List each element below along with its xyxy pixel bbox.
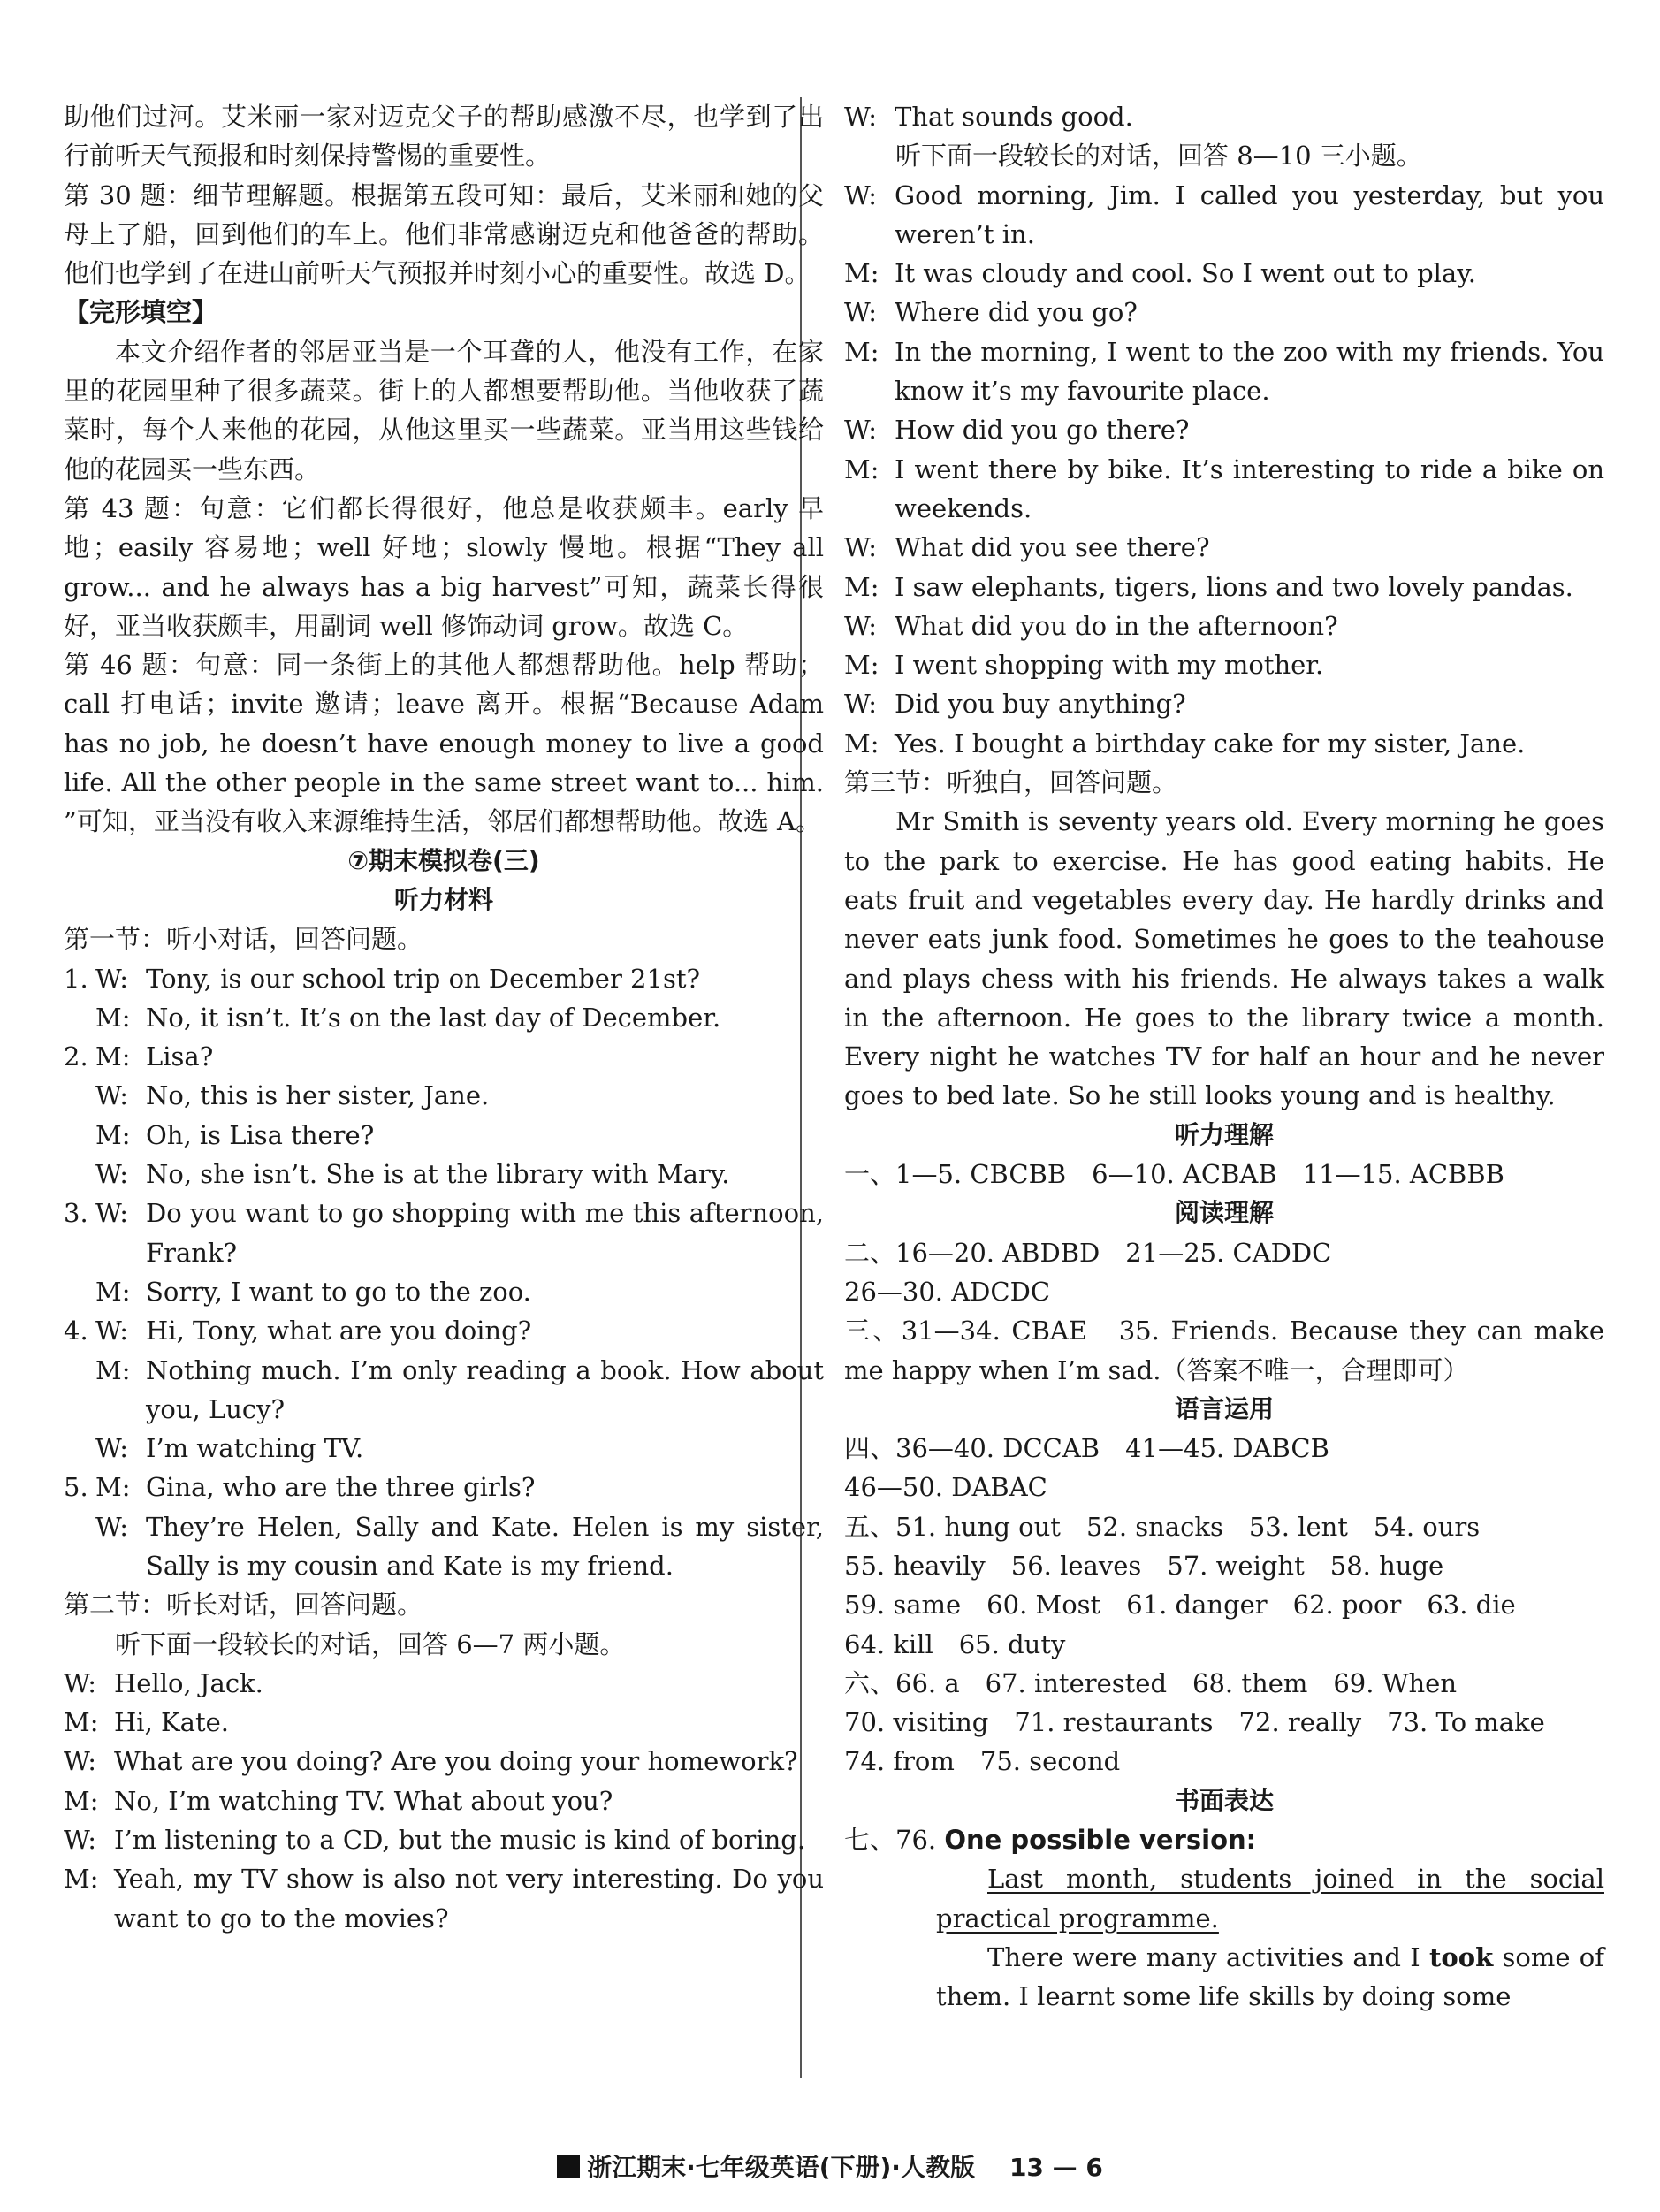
section-heading: 【完形填空】	[64, 297, 218, 328]
dialogue-line: W: They’re Helen, Sally and Kate. Helen is my sister, Sally is my cousin and Kate is my friend.	[95, 1511, 824, 1581]
exam-title: ⑦期末模拟卷(三)	[347, 845, 540, 875]
dialogue-line: W: What did you see there?	[844, 532, 1210, 563]
dialogue-line: M: I went there by bike. It’s interesting to ride a bike on weekends.	[844, 454, 1604, 523]
answer-line: 59. same 60. Most 61. danger 62. poor 63. die	[844, 1590, 1516, 1621]
paragraph: 助他们过河。艾米丽一家对迈克父子的帮助感激不尽，也学到了出行前听天气预报和时刻保持警惕的重要性。	[64, 102, 824, 172]
page-number: 13 — 6	[1009, 2153, 1103, 2182]
dialogue-line: W: No, this is her sister, Jane.	[95, 1080, 490, 1111]
answer-line: 一、1—5. CBCBB 6—10. ACBAB 11—15. ACBBB	[844, 1159, 1504, 1190]
section-label: 第二节：听长对话，回答问题。	[64, 1590, 423, 1621]
paragraph: 第 43 题：句意：它们都长得很好，他总是收获颇丰。early 早地；easily 容易地；well 好地；slowly 慢地。根据“They all grow... and he always has a big harvest”可知，蔬菜长得很好，亚当收获颇丰，用副词 well 修饰动词 grow。故选 C。	[64, 492, 824, 641]
dialogue-line: M: No, I’m watching TV. What about you?	[64, 1785, 613, 1816]
dialogue-line: M: Hi, Kate.	[64, 1707, 229, 1738]
dialogue-line: M: In the morning, I went to the zoo with my friends. You know it’s my favourite place.	[844, 336, 1604, 407]
answer-line: 26—30. ADCDC	[844, 1276, 1051, 1307]
dialogue-line: W: Did you buy anything?	[844, 689, 1186, 720]
section-label: 第一节：听小对话，回答问题。	[64, 924, 423, 955]
dialogue-line: 2. M: Lisa?	[64, 1041, 214, 1072]
footer-brand: 浙江期末·七年级英语(下册)·人教版	[587, 2153, 975, 2182]
answer-line: 四、36—40. DCCAB 41—45. DABCB	[844, 1433, 1329, 1464]
dialogue-line: M: Oh, is Lisa there?	[95, 1119, 375, 1150]
right-column	[844, 97, 1604, 2017]
answer-line: 74. from 75. second	[844, 1746, 1121, 1777]
dialogue-line: 1. W: Tony, is our school trip on December 21st?	[64, 963, 701, 994]
answer-line: 五、51. hung out 52. snacks 53. lent 54. ours	[844, 1511, 1481, 1542]
dialogue-intro: 听下面一段较长的对话，回答 6—7 两小题。	[115, 1628, 626, 1659]
dialogue-line: 3. W: Do you want to go shopping with me this afternoon, Frank?	[64, 1198, 824, 1268]
answer-heading: 听力理解	[1174, 1119, 1274, 1149]
dialogue-line: W: I’m watching TV.	[95, 1433, 364, 1464]
dialogue-intro: 听下面一段较长的对话，回答 8—10 三小题。	[895, 141, 1422, 172]
dialogue-line: M: Yeah, my TV show is also not very interesting. Do you want to go to the movies?	[64, 1864, 824, 1934]
section-title: 听力材料	[393, 884, 493, 914]
dialogue-line: W: No, she isn’t. She is at the library with Mary.	[95, 1159, 730, 1190]
answer-line: 46—50. DABAC	[844, 1472, 1047, 1503]
dialogue-line: M: Nothing much. I’m only reading a book. How about you, Lucy?	[95, 1354, 824, 1424]
section-label: 第三节：听独白，回答问题。	[844, 767, 1178, 798]
dialogue-line: M: I went shopping with my mother.	[844, 650, 1324, 681]
essay-text: There were many activities and I took some of them. I learnt some life skills by doing some	[936, 1941, 1604, 2012]
dialogue-line: M: Yes. I bought a birthday cake for my sister, Jane.	[844, 728, 1526, 759]
dialogue-line: W: I’m listening to a CD, but the music is kind of boring.	[64, 1825, 806, 1856]
version-label: One possible version:	[944, 1825, 1257, 1856]
answer-heading: 语言运用	[1174, 1393, 1274, 1423]
dialogue-line: 4. W: Hi, Tony, what are you doing?	[64, 1316, 532, 1346]
dialogue-line: W: Where did you go?	[844, 297, 1138, 328]
dialogue-line: M: It was cloudy and cool. So I went out to play.	[844, 258, 1476, 289]
answer-line: 55. heavily 56. leaves 57. weight 58. huge	[844, 1550, 1444, 1581]
left-column	[64, 97, 824, 1938]
paragraph: 第 30 题：细节理解题。根据第五段可知：最后，艾米丽和她的父母上了船，回到他们的车上。他们非常感谢迈克和他爸爸的帮助。他们也学到了在进山前听天气预报并时刻小心的重要性。故选 D。	[64, 179, 824, 289]
answer-line: 七、76. One possible version:	[844, 1825, 1257, 1856]
answer-line: 三、31—34. CBAE 35. Friends. Because they can make me happy when I’m sad.（答案不唯一，合理即可）	[844, 1316, 1604, 1385]
answer-heading: 阅读理解	[1174, 1198, 1274, 1228]
essay-first-line: Last month, students joined in the social practical programme.	[936, 1864, 1604, 1934]
dialogue-line: W: What are you doing? Are you doing your homework?	[64, 1746, 798, 1777]
dialogue-line: W: That sounds good.	[844, 102, 1133, 132]
dialogue-line: M: No, it isn’t. It’s on the last day of December.	[95, 1002, 721, 1033]
dialogue-line: W: How did you go there?	[844, 415, 1190, 446]
answer-line: 64. kill 65. duty	[844, 1628, 1066, 1659]
dialogue-line: M: Sorry, I want to go to the zoo.	[95, 1276, 531, 1307]
square-icon	[557, 2155, 580, 2178]
answer-line: 二、16—20. ABDBD 21—25. CADDC	[844, 1237, 1332, 1268]
answer-line: 六、66. a 67. interested 68. them 69. When	[844, 1667, 1458, 1698]
dialogue-line: W: What did you do in the afternoon?	[844, 610, 1338, 641]
monologue: Mr Smith is seventy years old. Every morning he goes to the park to exercise. He has good eating habits. He eats fruit and vegetables every day. He hardly drinks and never eats junk food. Sometimes he goes to the teahouse and plays chess with his friends. He always takes a walk in the afternoon. He goes to the library twice a month. Every night he watches TV for half an hour and he never goes to bed late. So he still looks young and is healthy.	[844, 806, 1604, 1111]
dialogue-line: 5. M: Gina, who are the three girls?	[64, 1472, 536, 1503]
paragraph: 第 46 题：句意：同一条街上的其他人都想帮助他。help 帮助；call 打电话；invite 邀请；leave 离开。根据“Because Adam has no job, he doesn’t have enough money to live a good life. All the other people in the same street want to... him. ”可知，亚当没有收入来源维持生活，邻居们都想帮助他。故选 A。	[64, 650, 824, 837]
paragraph: 本文介绍作者的邻居亚当是一个耳聋的人，他没有工作，在家里的花园里种了很多蔬菜。街上的人都想要帮助他。当他收获了蔬菜时，每个人来他的花园，从他这里买一些蔬菜。亚当用这些钱给他的花园买一些东西。	[64, 336, 824, 484]
answer-line: 70. visiting 71. restaurants 72. really 73. To make	[844, 1707, 1545, 1738]
answer-heading: 书面表达	[1174, 1785, 1274, 1815]
dialogue-line: W: Good morning, Jim. I called you yesterday, but you weren’t in.	[844, 179, 1604, 249]
dialogue-line: M: I saw elephants, tigers, lions and two lovely pandas.	[844, 571, 1573, 602]
page-footer	[0, 2148, 1660, 2184]
dialogue-line: W: Hello, Jack.	[64, 1667, 263, 1698]
